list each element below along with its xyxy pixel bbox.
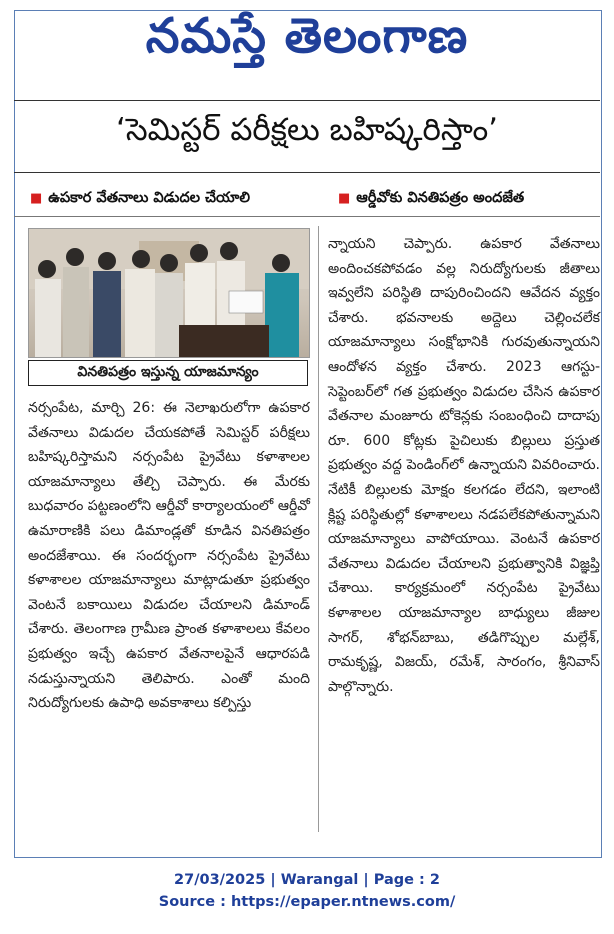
- headline-rule: [14, 172, 600, 173]
- masthead-rule: [14, 100, 600, 101]
- footer-source: Source : https://epaper.ntnews.com/: [158, 894, 456, 910]
- bullet-icon: ■: [30, 191, 43, 206]
- article-body-left: నర్సంపేట, మార్చి 26: ఈ నెలాఖరులోగా ఉపకార వేతనాలు విడుదల చేయకపోతే సెమిస్టర్ పరీక్షలు బహిష్కరిస్తామని నర్సంపేట ప్రైవేటు కళాశాలల యాజమాన్యాలు తేల్చి చెప్పారు. ఈ మేరకు బుధవారం పట్టణంలోని ఆర్డీవో కార్యాలయంలో ఆర్డీవో ఉమారాణికి పలు డిమాండ్లతో కూడిన వినతిపత్రం అందజేశాయి. ఈ సందర్భంగా నర్సంపేట ప్రైవేటు కళాశాలల యాజమాన్యాలు మాట్లాడుతూ ప్రభుత్వం వెంటనే బకాయిలు విడుదల చేయాలని డిమాండ్ చేశారు. తెలంగాణ గ్రామీణ ప్రాంత కళాశాలలు కేవలం ప్రభుత్వం ఇచ్చే ఉపకార వేతనాలపైనే ఆధారపడి నడుస్తున్నాయని తెలిపారు. ఎంతో మంది నిరుద్యోగులకు ఉపాధి అవకాశాలు కల్పిస్తు: [28, 400, 310, 712]
- headline: ‘సెమిస్టర్ పరీక్షలు బహిష్కరిస్తాం’: [115, 112, 499, 148]
- subhead-right-text: ఆర్డీవోకు వినతిపత్రం అందజేత: [356, 190, 525, 206]
- column-divider: [318, 226, 319, 832]
- footer-date-edition: 27/03/2025 | Warangal | Page : 2: [174, 872, 440, 888]
- bullet-icon: ■: [338, 191, 351, 206]
- news-photo: [28, 228, 310, 358]
- article-body-right: న్నాయని చెప్పారు. ఉపకార వేతనాలు అందించకపోవడం వల్ల నిరుద్యోగులకు జీతాలు ఇవ్వలేని పరిస్థితి దాపురించిందని ఆవేదన వ్యక్తం చేశారు. భవనాలకు అద్దెలు చెల్లించలేక యాజమాన్యాలు సంక్షోభానికి గురవుతున్నాయని ఆందోళన వ్యక్తం చేశారు. 2023 ఆగస్టు-సెప్టెంబర్‌లో గత ప్రభుత్వం విడుదల చేసిన ఉపకార వేతనాల మంజూరు టోకెన్లకు సంబంధించి దాదాపు రూ. 600 కోట్లకు పైచిలుకు బిల్లులు ప్రస్తుత ప్రభుత్వం వద్ద పెండింగ్‌లో ఉన్నాయని వివరించారు. నేటికీ బిల్లులకు మోక్షం కలగడం లేదని, ఇలాంటి క్లిష్ట పరిస్థితుల్లో కళాశాలలు నడపలేకపోతున్నామని యాజమాన్యాలు వాపోయాయి. వెంటనే ఉపకార వేతనాలు విడుదల చేయాలని ప్రభుత్వానికి విజ్ఞప్తి చేశాయి. కార్యక్రమంలో నర్సంపేట ప్రైవేటు కళాశాలల యాజమాన్యాల బాధ్యులు జీజుల సాగర్, శోభన్‌బాబు, తడిగొప్పుల మల్లేశ్, రామకృష్ణ, విజయ్, రమేశ్, సారంగం, శ్రీనివాస్ పాల్గొన్నారు.: [328, 236, 600, 695]
- subhead-left: [30, 190, 250, 210]
- subhead-rule: [14, 216, 600, 217]
- photo-caption: వినతిపత్రం ఇస్తున్న యాజమాన్యం: [28, 360, 308, 386]
- masthead-logo: నమస్తే తెలంగాణ: [145, 8, 469, 64]
- subhead-right: [338, 190, 524, 210]
- news-photo-illustration: [29, 229, 309, 357]
- subhead-left-text: ఉపకార వేతనాలు విడుదల చేయాలి: [48, 190, 250, 206]
